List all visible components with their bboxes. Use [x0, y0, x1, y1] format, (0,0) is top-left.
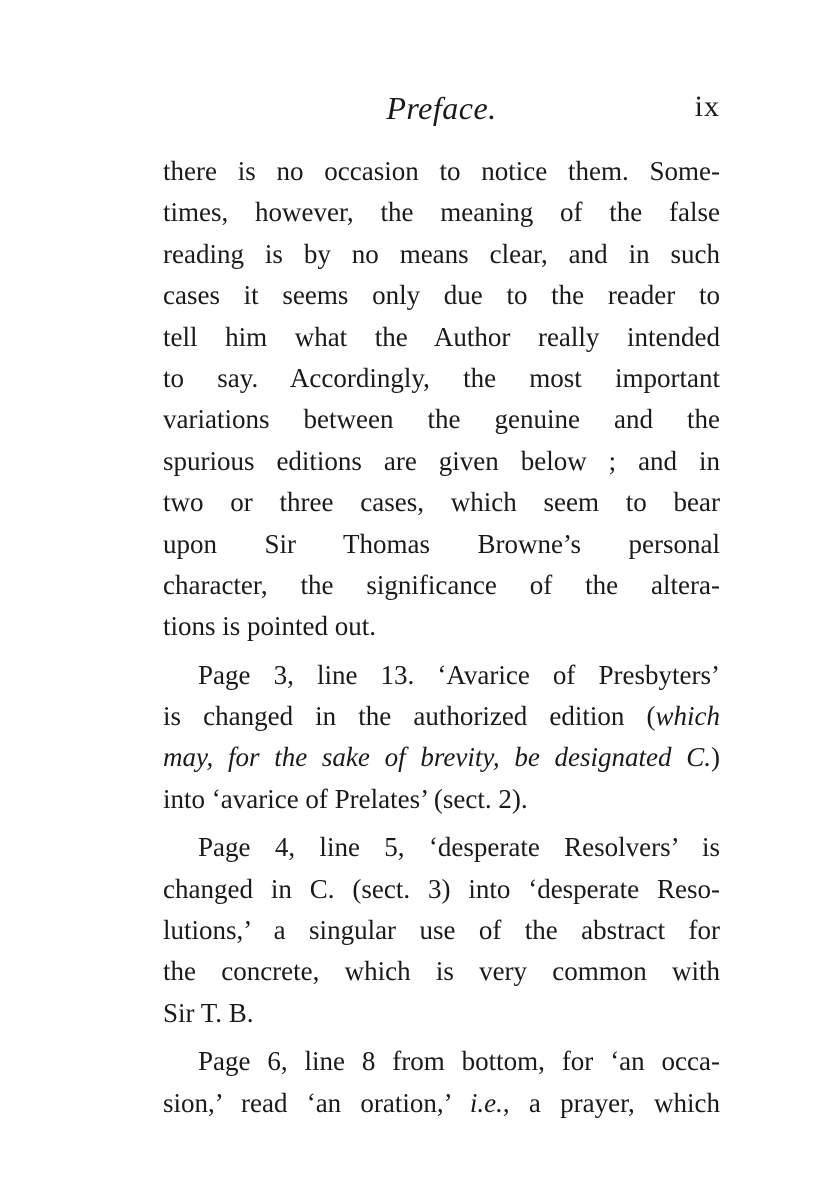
text-line: tions is pointed out. — [163, 611, 377, 642]
text-line: two or three cases, which seem to bear — [163, 487, 720, 518]
text-line: variations between the genuine and the — [163, 404, 720, 435]
text-line: Page 6, line 8 from bottom, for ‘an occa- — [198, 1046, 720, 1077]
text-line: to say. Accordingly, the most important — [163, 362, 720, 393]
italic-segment: may, for the sake of brevity, be designated C. — [163, 742, 711, 773]
text-line — [163, 1083, 720, 1124]
text-segment: ) — [711, 742, 720, 773]
text-segment: sion,’ read ‘an oration,’ — [163, 1087, 470, 1118]
paragraph-3 — [163, 827, 720, 1034]
text-line: there is no occasion to notice them. Some- — [163, 156, 720, 186]
text-line: Page 3, line 13. ‘Avarice of Presbyters’ — [198, 659, 720, 690]
text-line: character, the significance of the altera- — [163, 569, 720, 600]
paragraph-gap — [163, 1034, 720, 1041]
running-title: Preface. — [386, 90, 497, 126]
paragraph-gap — [163, 820, 720, 827]
text-line: times, however, the meaning of the false — [163, 197, 720, 228]
running-head — [163, 82, 720, 132]
page-number: ix — [694, 90, 720, 123]
paragraph-4 — [163, 1041, 720, 1124]
text-line: cases it seems only due to the reader to — [163, 280, 720, 311]
text-segment: , a prayer, which — [502, 1087, 720, 1118]
paragraph-2 — [163, 655, 720, 821]
text-line: Sir T. B. — [163, 997, 254, 1028]
text-line: spurious editions are given below ; and in — [163, 445, 720, 476]
text-segment: is changed in the authorized edition ( — [163, 701, 656, 732]
paragraph-gap — [163, 648, 720, 655]
text-line: upon Sir Thomas Browne’s personal — [163, 528, 720, 559]
text-line: Page 4, line 5, ‘desperate Resolvers’ is — [198, 832, 720, 863]
text-line: tell him what the Author really intended — [163, 321, 720, 352]
text-line: into ‘avarice of Prelates’ (sect. 2). — [163, 783, 528, 814]
text-line: lutions,’ a singular use of the abstract for — [163, 915, 720, 946]
italic-segment: which — [655, 701, 720, 732]
text-line: changed in C. (sect. 3) into ‘desperate Reso- — [163, 873, 720, 904]
body-text — [163, 151, 720, 1124]
text-line: reading is by no means clear, and in such — [163, 238, 720, 269]
text-line — [163, 696, 720, 737]
text-line: the concrete, which is very common with — [163, 956, 720, 987]
text-line — [163, 737, 720, 778]
italic-segment: i.e. — [469, 1087, 503, 1118]
paragraph-1 — [163, 151, 720, 648]
